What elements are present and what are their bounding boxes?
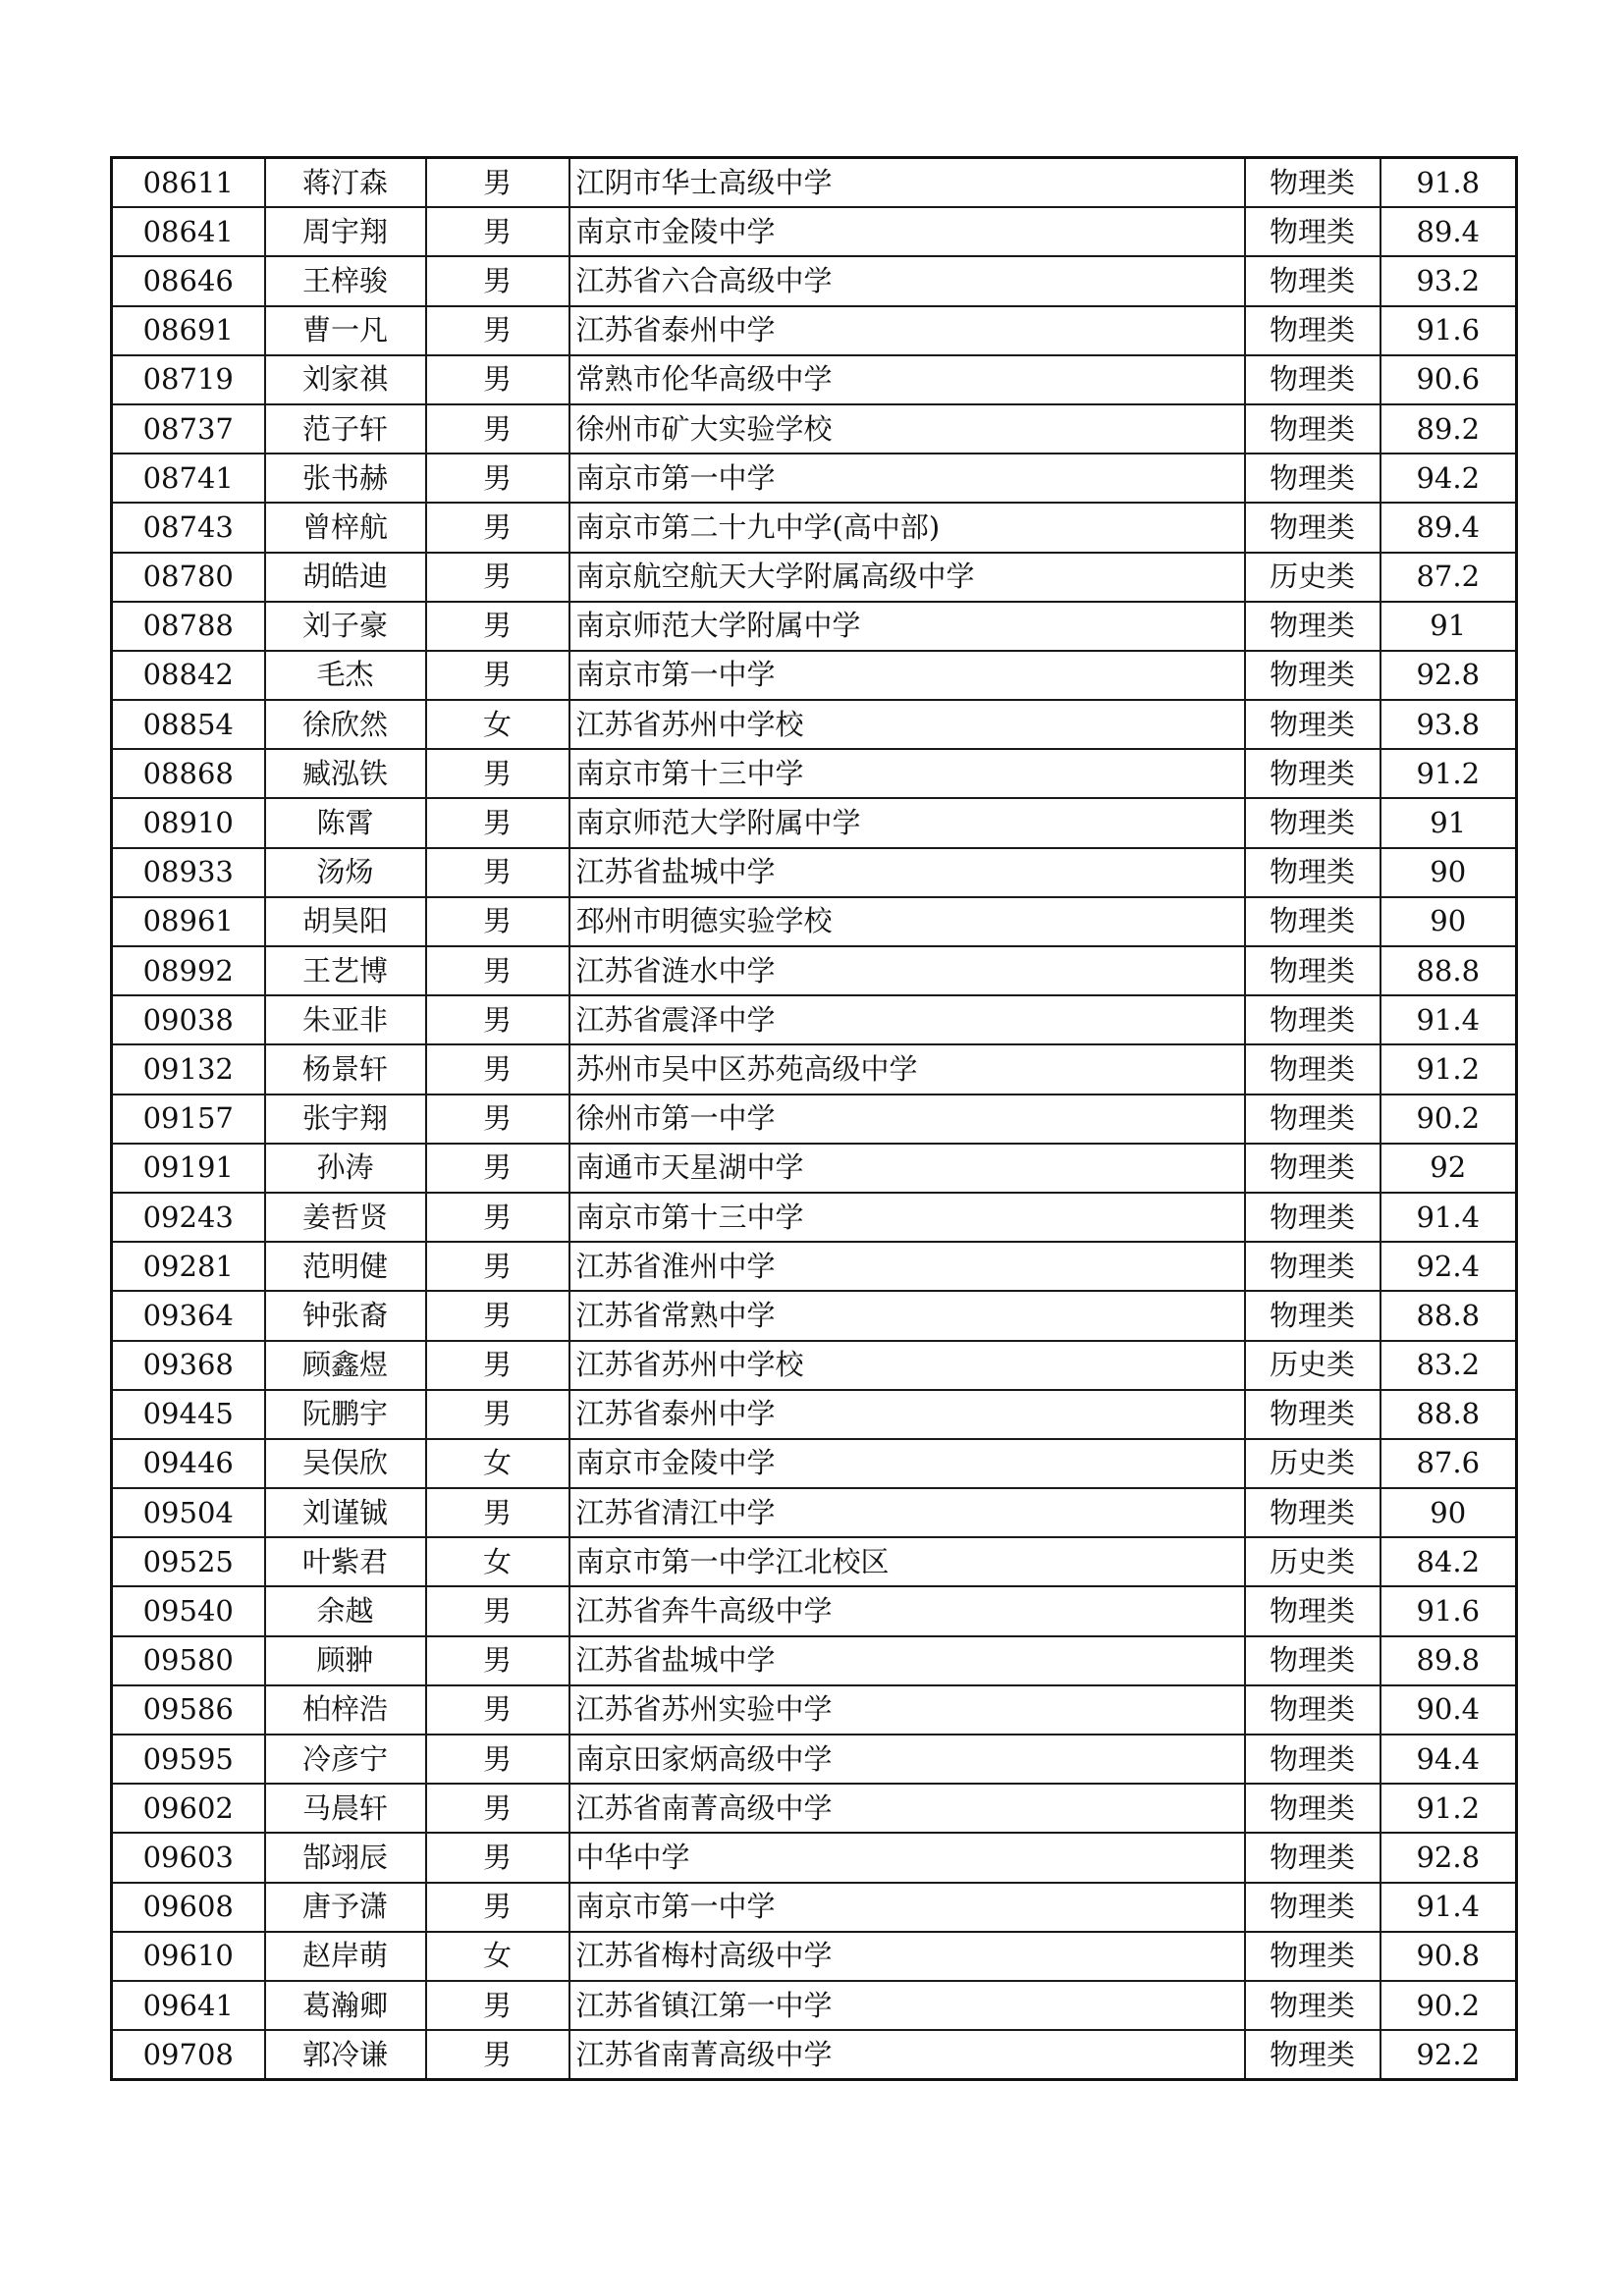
score-cell: 93.8 [1380, 700, 1517, 749]
student-id-cell: 09525 [112, 1537, 265, 1586]
table-row [112, 1685, 1517, 1735]
score-cell: 90.8 [1380, 1932, 1517, 1981]
table-body [112, 158, 1517, 2080]
student-name-cell: 周宇翔 [265, 207, 426, 256]
score-cell: 91.2 [1380, 749, 1517, 798]
gender-cell: 男 [426, 1636, 569, 1685]
category-cell: 物理类 [1245, 1932, 1380, 1981]
student-id-cell: 09641 [112, 1981, 265, 2030]
student-id-cell: 09368 [112, 1341, 265, 1390]
student-id-cell: 09540 [112, 1586, 265, 1635]
table-row [112, 1833, 1517, 1882]
student-name-cell: 刘家祺 [265, 355, 426, 404]
gender-cell: 男 [426, 1833, 569, 1882]
table-row [112, 602, 1517, 651]
category-cell: 物理类 [1245, 1586, 1380, 1635]
student-id-cell: 08611 [112, 158, 265, 208]
student-name-cell: 孙涛 [265, 1144, 426, 1193]
score-cell: 91.6 [1380, 306, 1517, 355]
student-id-cell: 09595 [112, 1735, 265, 1784]
school-cell: 邳州市明德实验学校 [569, 897, 1245, 946]
gender-cell: 男 [426, 503, 569, 552]
table-row [112, 306, 1517, 355]
student-id-cell: 09610 [112, 1932, 265, 1981]
school-cell: 江苏省常熟中学 [569, 1291, 1245, 1340]
score-cell: 90.2 [1380, 1095, 1517, 1144]
gender-cell: 男 [426, 306, 569, 355]
score-cell: 91.4 [1380, 1883, 1517, 1932]
student-name-cell: 范明健 [265, 1242, 426, 1291]
category-cell: 物理类 [1245, 995, 1380, 1044]
school-cell: 江阴市华士高级中学 [569, 158, 1245, 208]
gender-cell: 男 [426, 158, 569, 208]
score-cell: 90.6 [1380, 355, 1517, 404]
student-id-cell: 08780 [112, 553, 265, 602]
score-cell: 90.4 [1380, 1685, 1517, 1735]
student-id-cell: 08743 [112, 503, 265, 552]
table-row [112, 454, 1517, 503]
gender-cell: 男 [426, 798, 569, 847]
student-id-cell: 09504 [112, 1488, 265, 1537]
school-cell: 江苏省六合高级中学 [569, 256, 1245, 305]
gender-cell: 男 [426, 848, 569, 897]
score-cell: 92.8 [1380, 1833, 1517, 1882]
table-row [112, 553, 1517, 602]
gender-cell: 男 [426, 1883, 569, 1932]
category-cell: 物理类 [1245, 404, 1380, 454]
table-row [112, 1488, 1517, 1537]
category-cell: 历史类 [1245, 1439, 1380, 1488]
table-row [112, 1144, 1517, 1193]
student-id-cell: 08737 [112, 404, 265, 454]
table-row [112, 355, 1517, 404]
school-cell: 南京市金陵中学 [569, 207, 1245, 256]
category-cell: 物理类 [1245, 700, 1380, 749]
student-id-cell: 08910 [112, 798, 265, 847]
student-name-cell: 姜哲贤 [265, 1193, 426, 1242]
table-row [112, 158, 1517, 208]
student-name-cell: 曾梓航 [265, 503, 426, 552]
score-cell: 92.4 [1380, 1242, 1517, 1291]
category-cell: 物理类 [1245, 897, 1380, 946]
school-cell: 南京市第一中学 [569, 651, 1245, 700]
score-cell: 83.2 [1380, 1341, 1517, 1390]
school-cell: 南京市第二十九中学(高中部) [569, 503, 1245, 552]
student-name-cell: 胡皓迪 [265, 553, 426, 602]
gender-cell: 男 [426, 355, 569, 404]
category-cell: 物理类 [1245, 1242, 1380, 1291]
school-cell: 徐州市矿大实验学校 [569, 404, 1245, 454]
category-cell: 物理类 [1245, 946, 1380, 995]
table-row [112, 1636, 1517, 1685]
school-cell: 江苏省淮州中学 [569, 1242, 1245, 1291]
gender-cell: 男 [426, 602, 569, 651]
student-name-cell: 汤炀 [265, 848, 426, 897]
table-row [112, 798, 1517, 847]
school-cell: 江苏省泰州中学 [569, 1390, 1245, 1439]
table-row [112, 1883, 1517, 1932]
school-cell: 南京师范大学附属中学 [569, 798, 1245, 847]
gender-cell: 男 [426, 995, 569, 1044]
gender-cell: 男 [426, 1193, 569, 1242]
school-cell: 江苏省奔牛高级中学 [569, 1586, 1245, 1635]
student-name-cell: 余越 [265, 1586, 426, 1635]
category-cell: 物理类 [1245, 2030, 1380, 2080]
student-name-cell: 王梓骏 [265, 256, 426, 305]
table-row [112, 1095, 1517, 1144]
score-cell: 91.4 [1380, 995, 1517, 1044]
gender-cell: 男 [426, 946, 569, 995]
category-cell: 历史类 [1245, 1341, 1380, 1390]
gender-cell: 男 [426, 651, 569, 700]
student-id-cell: 08719 [112, 355, 265, 404]
school-cell: 南京市第一中学江北校区 [569, 1537, 1245, 1586]
student-name-cell: 赵岸萌 [265, 1932, 426, 1981]
score-cell: 91 [1380, 798, 1517, 847]
table-row [112, 1390, 1517, 1439]
score-cell: 92.2 [1380, 2030, 1517, 2080]
gender-cell: 男 [426, 553, 569, 602]
student-name-cell: 臧泓铁 [265, 749, 426, 798]
category-cell: 物理类 [1245, 1291, 1380, 1340]
table-row [112, 1291, 1517, 1340]
school-cell: 江苏省苏州中学校 [569, 1341, 1245, 1390]
student-name-cell: 顾鑫煜 [265, 1341, 426, 1390]
student-id-cell: 09586 [112, 1685, 265, 1735]
score-cell: 91.8 [1380, 158, 1517, 208]
student-name-cell: 曹一凡 [265, 306, 426, 355]
student-name-cell: 张宇翔 [265, 1095, 426, 1144]
category-cell: 历史类 [1245, 1537, 1380, 1586]
gender-cell: 男 [426, 1488, 569, 1537]
category-cell: 物理类 [1245, 1735, 1380, 1784]
table-row [112, 1981, 1517, 2030]
gender-cell: 女 [426, 1439, 569, 1488]
school-cell: 江苏省南菁高级中学 [569, 2030, 1245, 2080]
student-name-cell: 蒋汀森 [265, 158, 426, 208]
score-cell: 84.2 [1380, 1537, 1517, 1586]
student-name-cell: 朱亚非 [265, 995, 426, 1044]
gender-cell: 男 [426, 1242, 569, 1291]
student-id-cell: 09603 [112, 1833, 265, 1882]
gender-cell: 男 [426, 1735, 569, 1784]
gender-cell: 男 [426, 749, 569, 798]
category-cell: 物理类 [1245, 355, 1380, 404]
category-cell: 物理类 [1245, 1833, 1380, 1882]
school-cell: 南京航空航天大学附属高级中学 [569, 553, 1245, 602]
category-cell: 物理类 [1245, 158, 1380, 208]
gender-cell: 男 [426, 1685, 569, 1735]
student-id-cell: 09243 [112, 1193, 265, 1242]
student-id-cell: 08646 [112, 256, 265, 305]
school-cell: 常熟市伦华高级中学 [569, 355, 1245, 404]
student-id-cell: 09157 [112, 1095, 265, 1144]
school-cell: 江苏省震泽中学 [569, 995, 1245, 1044]
table-row [112, 946, 1517, 995]
gender-cell: 女 [426, 700, 569, 749]
gender-cell: 男 [426, 1341, 569, 1390]
score-cell: 90.2 [1380, 1981, 1517, 2030]
table-row [112, 2030, 1517, 2080]
score-cell: 90 [1380, 1488, 1517, 1537]
school-cell: 南京师范大学附属中学 [569, 602, 1245, 651]
student-id-cell: 09580 [112, 1636, 265, 1685]
score-cell: 88.8 [1380, 1390, 1517, 1439]
table-row [112, 1784, 1517, 1833]
table-row [112, 1735, 1517, 1784]
student-name-cell: 吴俣欣 [265, 1439, 426, 1488]
category-cell: 物理类 [1245, 798, 1380, 847]
table-row [112, 1932, 1517, 1981]
student-name-cell: 张书赫 [265, 454, 426, 503]
student-list [110, 156, 1518, 2081]
student-name-cell: 柏梓浩 [265, 1685, 426, 1735]
gender-cell: 男 [426, 1586, 569, 1635]
table-row [112, 749, 1517, 798]
score-cell: 93.2 [1380, 256, 1517, 305]
student-id-cell: 09191 [112, 1144, 265, 1193]
student-id-cell: 09602 [112, 1784, 265, 1833]
score-cell: 89.4 [1380, 503, 1517, 552]
category-cell: 物理类 [1245, 256, 1380, 305]
gender-cell: 男 [426, 207, 569, 256]
category-cell: 物理类 [1245, 1044, 1380, 1094]
score-cell: 88.8 [1380, 1291, 1517, 1340]
score-cell: 91.4 [1380, 1193, 1517, 1242]
student-name-cell: 郜翊辰 [265, 1833, 426, 1882]
school-cell: 南京市金陵中学 [569, 1439, 1245, 1488]
category-cell: 物理类 [1245, 1685, 1380, 1735]
student-id-cell: 09708 [112, 2030, 265, 2080]
gender-cell: 女 [426, 1537, 569, 1586]
school-cell: 江苏省镇江第一中学 [569, 1981, 1245, 2030]
table-row [112, 1341, 1517, 1390]
score-cell: 88.8 [1380, 946, 1517, 995]
table-row [112, 1242, 1517, 1291]
student-id-cell: 08933 [112, 848, 265, 897]
score-cell: 91.2 [1380, 1784, 1517, 1833]
gender-cell: 男 [426, 897, 569, 946]
student-name-cell: 冷彦宁 [265, 1735, 426, 1784]
student-id-cell: 09038 [112, 995, 265, 1044]
gender-cell: 男 [426, 1095, 569, 1144]
score-cell: 91 [1380, 602, 1517, 651]
school-cell: 苏州市吴中区苏苑高级中学 [569, 1044, 1245, 1094]
category-cell: 物理类 [1245, 651, 1380, 700]
category-cell: 物理类 [1245, 1883, 1380, 1932]
category-cell: 物理类 [1245, 1488, 1380, 1537]
score-cell: 87.2 [1380, 553, 1517, 602]
student-name-cell: 唐予潇 [265, 1883, 426, 1932]
gender-cell: 男 [426, 1390, 569, 1439]
table-row [112, 1193, 1517, 1242]
score-cell: 90 [1380, 897, 1517, 946]
table-row [112, 404, 1517, 454]
table-row [112, 1586, 1517, 1635]
school-cell: 江苏省梅村高级中学 [569, 1932, 1245, 1981]
gender-cell: 男 [426, 1784, 569, 1833]
student-id-cell: 09446 [112, 1439, 265, 1488]
table-row [112, 897, 1517, 946]
school-cell: 江苏省涟水中学 [569, 946, 1245, 995]
category-cell: 物理类 [1245, 1636, 1380, 1685]
student-id-cell: 08961 [112, 897, 265, 946]
student-id-cell: 08741 [112, 454, 265, 503]
table-row [112, 995, 1517, 1044]
category-cell: 物理类 [1245, 207, 1380, 256]
category-cell: 物理类 [1245, 749, 1380, 798]
student-name-cell: 王艺博 [265, 946, 426, 995]
score-cell: 89.4 [1380, 207, 1517, 256]
student-name-cell: 刘子豪 [265, 602, 426, 651]
category-cell: 物理类 [1245, 1390, 1380, 1439]
school-cell: 江苏省盐城中学 [569, 848, 1245, 897]
student-name-cell: 徐欣然 [265, 700, 426, 749]
score-cell: 92.8 [1380, 651, 1517, 700]
student-name-cell: 范子轩 [265, 404, 426, 454]
category-cell: 物理类 [1245, 848, 1380, 897]
table-row [112, 848, 1517, 897]
school-cell: 江苏省南菁高级中学 [569, 1784, 1245, 1833]
table-row [112, 256, 1517, 305]
gender-cell: 男 [426, 1291, 569, 1340]
gender-cell: 男 [426, 1144, 569, 1193]
table-row [112, 700, 1517, 749]
student-id-cell: 09364 [112, 1291, 265, 1340]
score-cell: 91.6 [1380, 1586, 1517, 1635]
school-cell: 南京市第一中学 [569, 1883, 1245, 1932]
student-id-cell: 08691 [112, 306, 265, 355]
school-cell: 江苏省清江中学 [569, 1488, 1245, 1537]
category-cell: 物理类 [1245, 602, 1380, 651]
student-id-cell: 09281 [112, 1242, 265, 1291]
student-table [110, 156, 1518, 2081]
gender-cell: 女 [426, 1932, 569, 1981]
school-cell: 南京市第十三中学 [569, 749, 1245, 798]
category-cell: 物理类 [1245, 1193, 1380, 1242]
category-cell: 物理类 [1245, 1981, 1380, 2030]
category-cell: 物理类 [1245, 503, 1380, 552]
school-cell: 南京田家炳高级中学 [569, 1735, 1245, 1784]
score-cell: 87.6 [1380, 1439, 1517, 1488]
school-cell: 南京市第一中学 [569, 454, 1245, 503]
gender-cell: 男 [426, 404, 569, 454]
student-id-cell: 08992 [112, 946, 265, 995]
student-id-cell: 08868 [112, 749, 265, 798]
school-cell: 江苏省泰州中学 [569, 306, 1245, 355]
student-name-cell: 胡昊阳 [265, 897, 426, 946]
category-cell: 历史类 [1245, 553, 1380, 602]
score-cell: 91.2 [1380, 1044, 1517, 1094]
student-id-cell: 08842 [112, 651, 265, 700]
gender-cell: 男 [426, 454, 569, 503]
table-row [112, 503, 1517, 552]
table-row [112, 207, 1517, 256]
category-cell: 物理类 [1245, 306, 1380, 355]
score-cell: 89.8 [1380, 1636, 1517, 1685]
school-cell: 江苏省盐城中学 [569, 1636, 1245, 1685]
score-cell: 92 [1380, 1144, 1517, 1193]
score-cell: 90 [1380, 848, 1517, 897]
student-name-cell: 杨景轩 [265, 1044, 426, 1094]
score-cell: 89.2 [1380, 404, 1517, 454]
category-cell: 物理类 [1245, 1095, 1380, 1144]
table-row [112, 651, 1517, 700]
student-name-cell: 马晨轩 [265, 1784, 426, 1833]
student-id-cell: 09132 [112, 1044, 265, 1094]
school-cell: 徐州市第一中学 [569, 1095, 1245, 1144]
school-cell: 江苏省苏州实验中学 [569, 1685, 1245, 1735]
score-cell: 94.2 [1380, 454, 1517, 503]
gender-cell: 男 [426, 2030, 569, 2080]
student-name-cell: 毛杰 [265, 651, 426, 700]
student-id-cell: 08854 [112, 700, 265, 749]
gender-cell: 男 [426, 256, 569, 305]
student-name-cell: 葛瀚卿 [265, 1981, 426, 2030]
gender-cell: 男 [426, 1044, 569, 1094]
student-name-cell: 顾翀 [265, 1636, 426, 1685]
table-row [112, 1044, 1517, 1094]
student-name-cell: 郭冷谦 [265, 2030, 426, 2080]
student-name-cell: 钟张裔 [265, 1291, 426, 1340]
student-name-cell: 叶紫君 [265, 1537, 426, 1586]
student-id-cell: 08641 [112, 207, 265, 256]
student-id-cell: 09608 [112, 1883, 265, 1932]
gender-cell: 男 [426, 1981, 569, 2030]
student-name-cell: 陈霄 [265, 798, 426, 847]
student-name-cell: 刘谨铖 [265, 1488, 426, 1537]
school-cell: 南通市天星湖中学 [569, 1144, 1245, 1193]
category-cell: 物理类 [1245, 1784, 1380, 1833]
school-cell: 南京市第十三中学 [569, 1193, 1245, 1242]
student-name-cell: 阮鹏宇 [265, 1390, 426, 1439]
student-id-cell: 08788 [112, 602, 265, 651]
student-id-cell: 09445 [112, 1390, 265, 1439]
table-row [112, 1439, 1517, 1488]
school-cell: 中华中学 [569, 1833, 1245, 1882]
table-row [112, 1537, 1517, 1586]
category-cell: 物理类 [1245, 1144, 1380, 1193]
school-cell: 江苏省苏州中学校 [569, 700, 1245, 749]
category-cell: 物理类 [1245, 454, 1380, 503]
score-cell: 94.4 [1380, 1735, 1517, 1784]
